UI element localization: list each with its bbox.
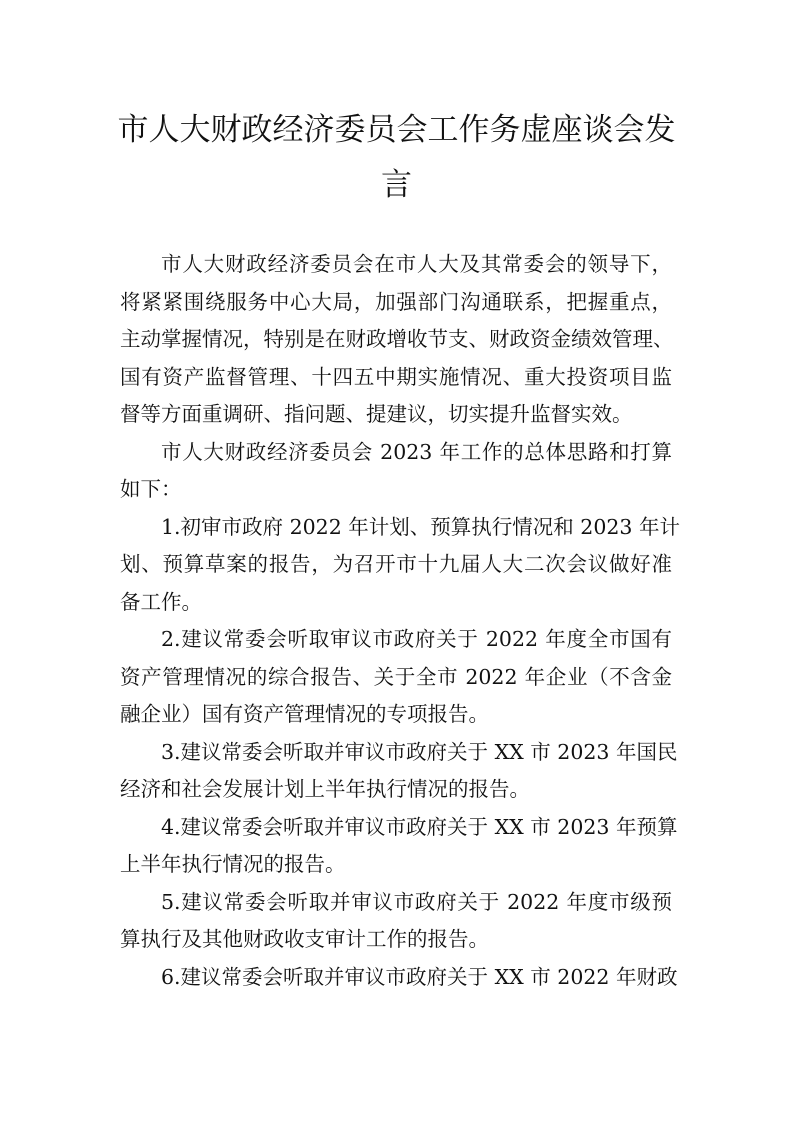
paragraph <box>120 509 680 622</box>
text-line: 4.建议常委会听取并审议市政府关于 XX 市 2023 年预算 <box>161 814 678 839</box>
text-line: 6.建议常委会听取并审议市政府关于 XX 市 2022 年财政 <box>161 964 678 989</box>
text-line: 融企业）国有资产管理情况的专项报告。 <box>120 702 489 726</box>
paragraph <box>120 621 672 734</box>
text-line: 经济和社会发展计划上半年执行情况的报告。 <box>120 777 530 801</box>
paragraph <box>120 734 678 809</box>
text-line: 5.建议常委会听取并审议市政府关于 2022 年度市级预 <box>161 889 672 914</box>
text-line: 备工作。 <box>120 589 202 614</box>
paragraph <box>120 434 672 509</box>
text-line: 资产管理情况的综合报告、关于全市 2022 年企业（不含金 <box>120 664 672 689</box>
text-line: 上半年执行情况的报告。 <box>120 852 346 876</box>
text-line: 3.建议常委会听取并审议市政府关于 XX 市 2023 年国民 <box>161 739 678 764</box>
text-line: 2.建议常委会听取审议市政府关于 2022 年度全市国有 <box>161 627 672 651</box>
title-line-2: 言 <box>381 167 412 203</box>
text-line: 如下： <box>120 477 182 501</box>
title-line-1: 市人大财政经济委员会工作务虚座谈会发 <box>117 112 676 148</box>
paragraph <box>120 246 672 434</box>
text-line: 算执行及其他财政收支审计工作的报告。 <box>120 927 489 951</box>
text-line: 市人大财政经济委员会 2023 年工作的总体思路和打算 <box>161 439 672 464</box>
text-line: 市人大财政经济委员会在市人大及其常委会的领导下， <box>161 252 672 276</box>
paragraph <box>120 959 678 997</box>
paragraph <box>120 884 672 959</box>
text-line: 督等方面重调研、指问题、提建议，切实提升监督实效。 <box>120 402 633 426</box>
text-line: 国有资产监督管理、十四五中期实施情况、重大投资项目监 <box>120 364 672 389</box>
paragraph <box>120 809 678 884</box>
document-body <box>120 246 680 996</box>
document-title <box>110 103 683 213</box>
text-line: 1.初审市政府 2022 年计划、预算执行情况和 2023 年计 <box>161 514 680 539</box>
text-line: 主动掌握情况，特别是在财政增收节支、财政资金绩效管理、 <box>120 327 674 351</box>
text-line: 将紧紧围绕服务中心大局，加强部门沟通联系，把握重点， <box>120 289 672 314</box>
text-line: 划、预算草案的报告，为召开市十九届人大二次会议做好准 <box>120 552 672 576</box>
